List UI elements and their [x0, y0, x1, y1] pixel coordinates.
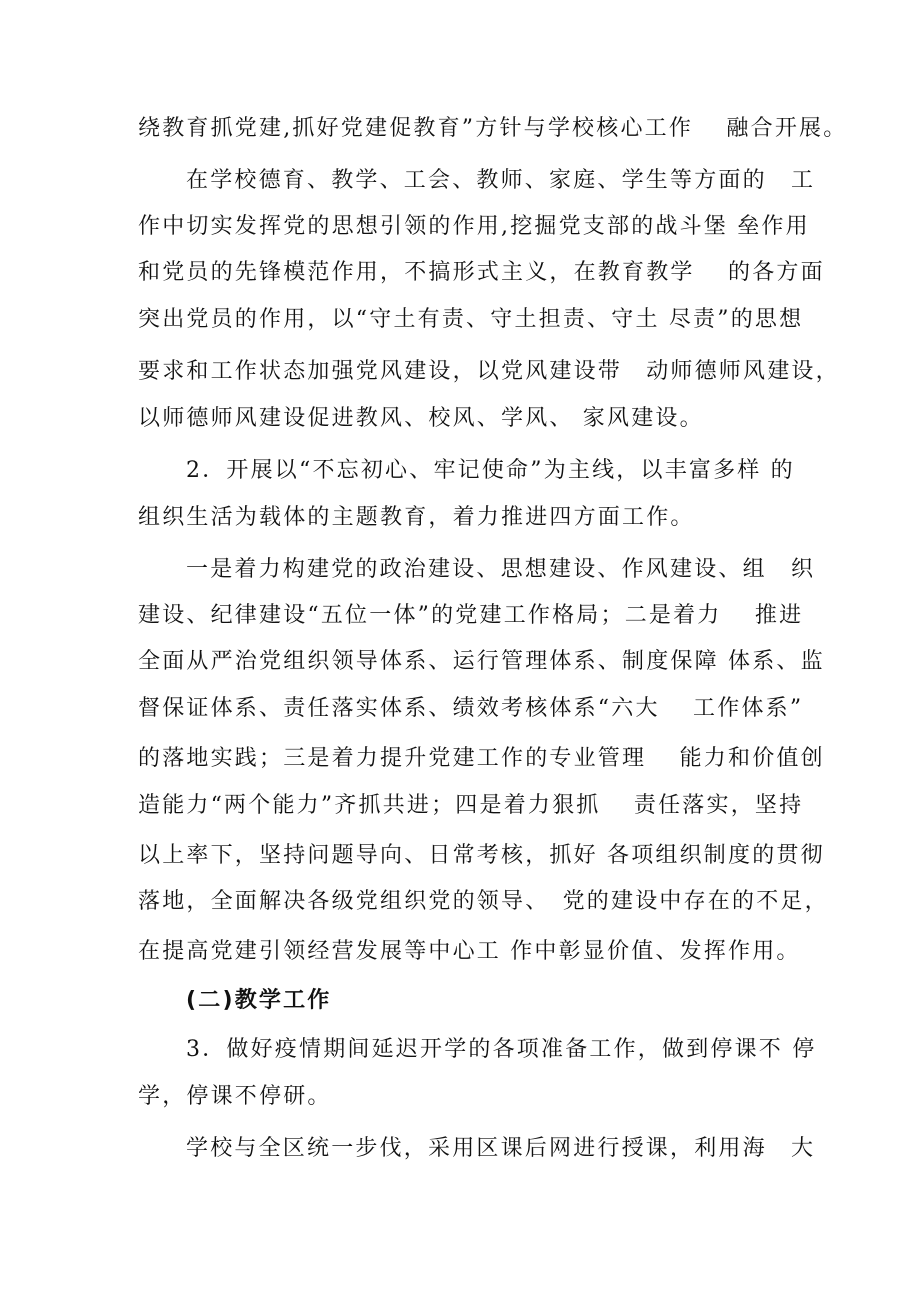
paragraph-line: 2．开展以“不忘初心、牢记使命”为主线，以丰富多样 的	[186, 458, 795, 483]
paragraph-line: 以师德师风建设促进教风、校风、学风、 家风建设。	[138, 406, 704, 431]
paragraph-line: 在提高党建引领经营发展等中心工 作中彰显价值、发挥作用。	[138, 939, 801, 964]
paragraph-line: 全面从严治党组织领导体系、运行管理体系、制度保障 体系、监	[138, 649, 825, 674]
paragraph-line: 学，停课不停研。	[138, 1084, 332, 1109]
paragraph-line: 绕教育抓党建,抓好党建促教育”方针与学校核心工作 融合开展。	[138, 116, 848, 141]
paragraph-line: 的落地实践；三是着力提升党建工作的专业管理 能力和价值创	[138, 746, 825, 771]
paragraph-line: 学校与全区统一步伐，采用区课后网进行授课，利用海 大	[186, 1136, 816, 1161]
section-heading: (二)教学工作	[186, 988, 332, 1013]
paragraph-line: 在学校德育、教学、工会、教师、家庭、学生等方面的 工	[186, 168, 816, 193]
paragraph-line: 一是着力构建党的政治建设、思想建设、作风建设、组 织	[186, 557, 816, 582]
paragraph-line: 以上率下，坚持问题导向、日常考核，抓好 各项组织制度的贯彻	[138, 843, 825, 868]
paragraph-line: 督保证体系、责任落实体系、绩效考核体系“六大 工作体系”	[138, 696, 804, 721]
paragraph-line: 突出党员的作用，以“守土有责、守土担责、守土 尽责”的思想	[138, 307, 804, 332]
paragraph-line: 建设、纪律建设“五位一体”的党建工作格局；二是着力 推进	[138, 603, 804, 628]
paragraph-line: 3．做好疫情期间延迟开学的各项准备工作，做到停课不 停	[186, 1037, 817, 1062]
paragraph-line: 作中切实发挥党的思想引领的作用,挖掘党支部的战斗堡 垒作用	[138, 214, 810, 239]
paragraph-line: 组织生活为载体的主题教育，着力推进四方面工作。	[138, 505, 695, 530]
paragraph-line: 要求和工作状态加强党风建设，以党风建设带 动师德师风建设，	[138, 359, 840, 384]
paragraph-line: 和党员的先锋模范作用，不搞形式主义，在教育教学 的各方面	[138, 260, 825, 285]
paragraph-line: 落地，全面解决各级党组织党的领导、 党的建设中存在的不足，	[138, 889, 829, 914]
paragraph-line: 造能力“两个能力”齐抓共进；四是着力狠抓 责任落实，坚持	[138, 793, 804, 818]
